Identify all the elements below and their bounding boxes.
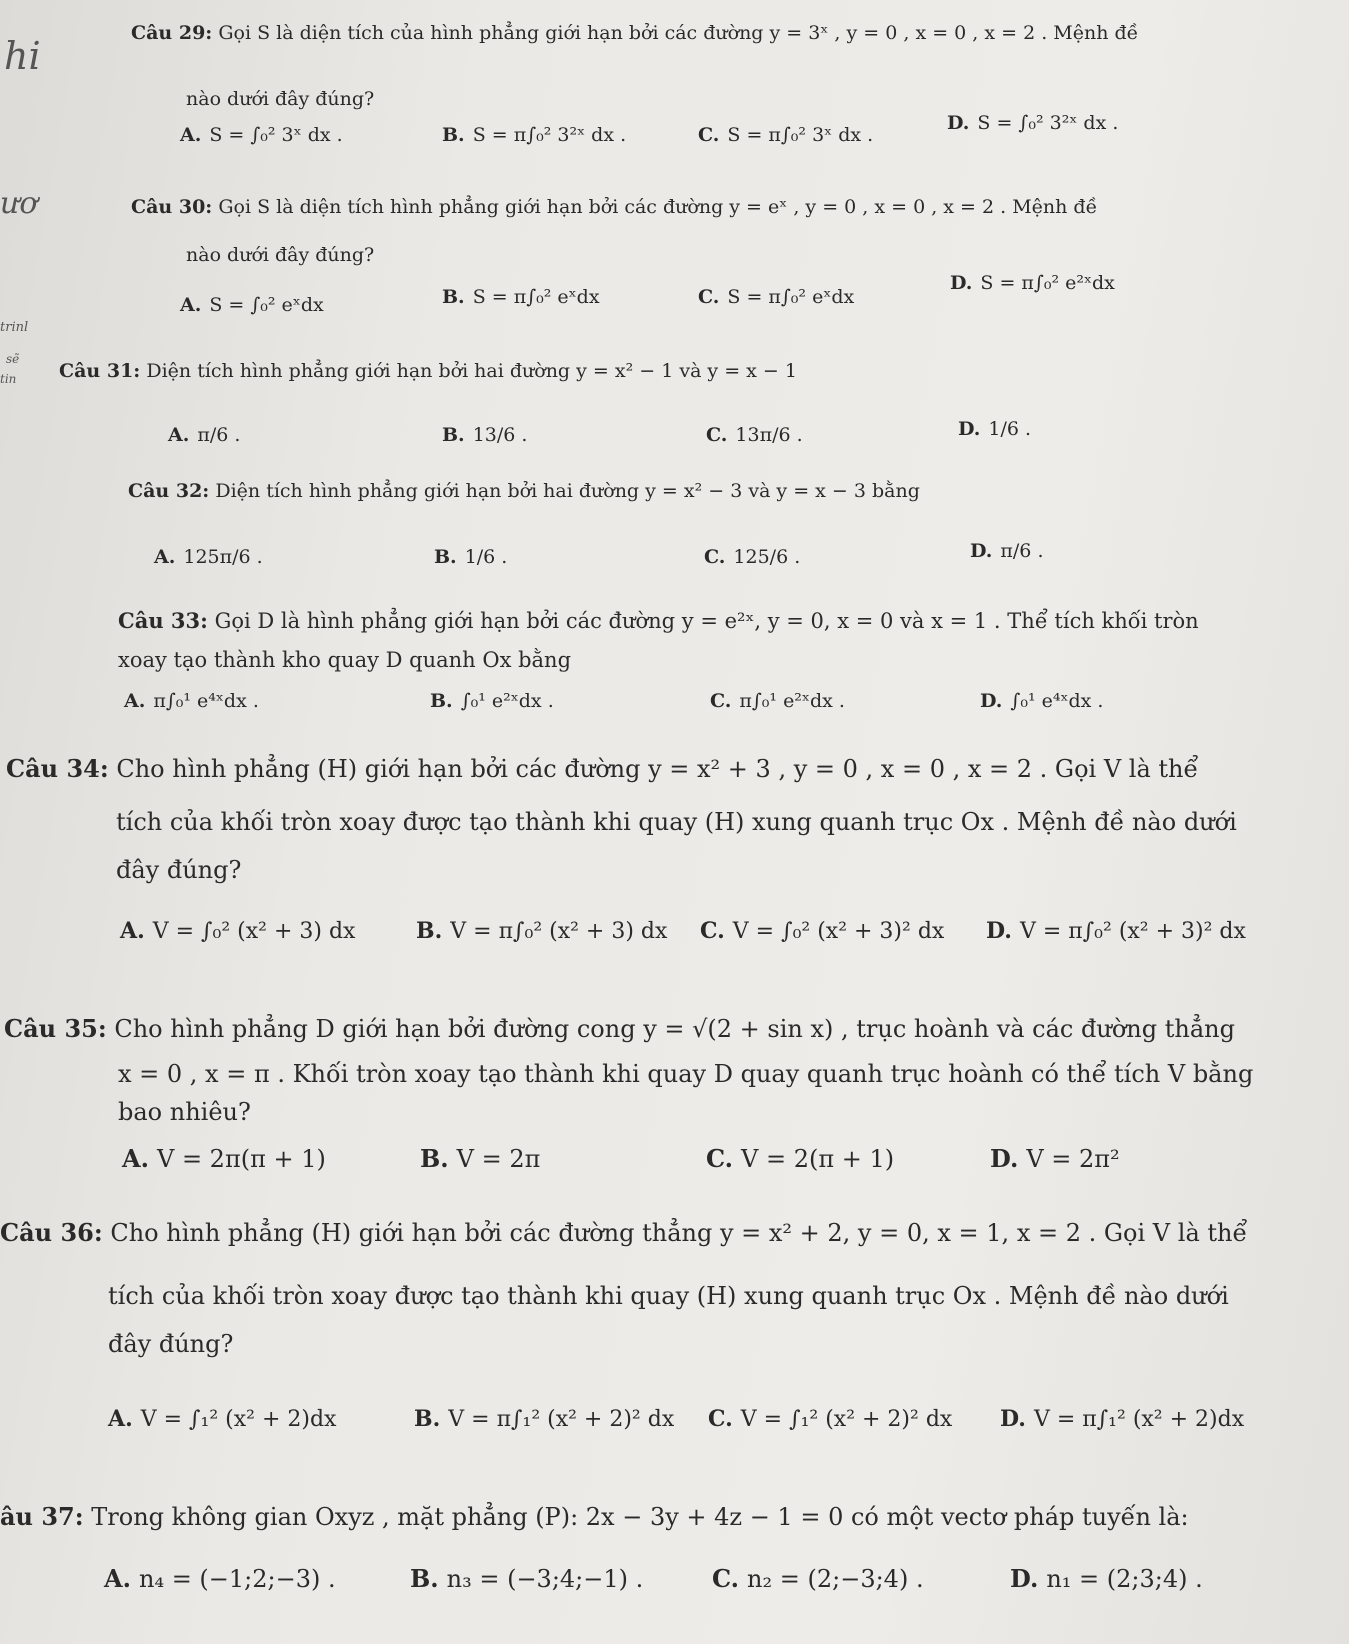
question-stem-continued: nào dưới đây đúng? xyxy=(186,88,375,110)
question-number: Câu 29: xyxy=(131,22,213,44)
option-c[interactable]: C. S = π∫₀² 3ˣ dx . xyxy=(698,124,874,146)
question-stem: Diện tích hình phẳng giới hạn bởi hai đường y = x² − 3 và y = x − 3 bằng xyxy=(215,480,920,502)
option-c[interactable]: C. V = ∫₀² (x² + 3)² dx xyxy=(700,918,945,944)
question-stem-continued: tích của khối tròn xoay được tạo thành khi quay (H) xung quanh trục Ox . Mệnh đề nào dưới xyxy=(108,1282,1229,1310)
question-stem-continued: đây đúng? xyxy=(108,1330,234,1358)
question-stem-continued: tích của khối tròn xoay được tạo thành khi quay (H) xung quanh trục Ox . Mệnh đề nào dưới xyxy=(116,808,1237,836)
option-b[interactable]: B. V = 2π xyxy=(420,1144,541,1173)
option-d[interactable]: D. S = ∫₀² 3²ˣ dx . xyxy=(947,112,1119,134)
option-a[interactable]: A. V = 2π(π + 1) xyxy=(122,1144,326,1173)
option-b[interactable]: B. ∫₀¹ e²ˣdx . xyxy=(430,690,554,712)
option-a[interactable]: A. V = ∫₀² (x² + 3) dx xyxy=(120,918,356,944)
question-number: Câu 33: xyxy=(118,608,208,633)
option-c[interactable]: C. V = 2(π + 1) xyxy=(706,1144,895,1173)
option-d[interactable]: D. S = π∫₀² e²ˣdx xyxy=(950,272,1115,294)
option-a[interactable]: A. S = ∫₀² eˣdx xyxy=(180,294,324,316)
option-c[interactable]: C. π∫₀¹ e²ˣdx . xyxy=(710,690,845,712)
option-d[interactable]: D. V = π∫₀² (x² + 3)² dx xyxy=(986,918,1246,944)
option-b[interactable]: B. 13/6 . xyxy=(442,424,528,446)
question-stem-continued: bao nhiêu? xyxy=(118,1098,251,1126)
option-b[interactable]: B. n₃ = (−3;4;−1) . xyxy=(410,1564,644,1593)
option-a[interactable]: A. S = ∫₀² 3ˣ dx . xyxy=(180,124,343,146)
question-stem-continued: nào dưới đây đúng? xyxy=(186,244,375,266)
question-number: Câu 35: xyxy=(4,1014,107,1043)
option-d[interactable]: D. 1/6 . xyxy=(958,418,1032,440)
question-stem: Gọi D là hình phẳng giới hạn bởi các đường y = e²ˣ, y = 0, x = 0 và x = 1 . Thể tích khối tròn xyxy=(214,609,1199,633)
question-number: Câu 36: xyxy=(0,1218,103,1247)
option-a[interactable]: A. π∫₀¹ e⁴ˣdx . xyxy=(124,690,259,712)
margin-fragment: hi xyxy=(4,34,41,78)
option-d[interactable]: D. V = π∫₁² (x² + 2)dx xyxy=(1000,1406,1245,1432)
option-c[interactable]: C. 13π/6 . xyxy=(706,424,803,446)
option-a[interactable]: A. n₄ = (−1;2;−3) . xyxy=(104,1564,336,1593)
option-b[interactable]: B. S = π∫₀² eˣdx xyxy=(442,286,600,308)
option-b[interactable]: B. V = π∫₁² (x² + 2)² dx xyxy=(414,1406,675,1432)
margin-fragment: tin xyxy=(0,372,17,386)
question-number: Câu 34: xyxy=(6,754,109,783)
question-stem-continued: đây đúng? xyxy=(116,856,242,884)
margin-fragment: sẽ xyxy=(6,352,20,366)
option-c[interactable]: C. S = π∫₀² eˣdx xyxy=(698,286,855,308)
option-c[interactable]: C. 125/6 . xyxy=(704,546,801,568)
question-stem: Trong không gian Oxyz , mặt phẳng (P): 2x − 3y + 4z − 1 = 0 có một vectơ pháp tuyến là: xyxy=(91,1503,1189,1531)
option-a[interactable]: A. π/6 . xyxy=(168,424,241,446)
question-stem: Cho hình phẳng D giới hạn bởi đường cong y = √(2 + sin x) , trục hoành và các đường thẳng xyxy=(114,1015,1235,1043)
option-c[interactable]: C. V = ∫₁² (x² + 2)² dx xyxy=(708,1406,953,1432)
question-stem: Diện tích hình phẳng giới hạn bởi hai đường y = x² − 1 và y = x − 1 xyxy=(146,360,797,382)
option-d[interactable]: D. ∫₀¹ e⁴ˣdx . xyxy=(980,690,1104,712)
question-number: Câu 31: xyxy=(59,360,141,382)
margin-fragment: ươ xyxy=(0,186,38,221)
option-c[interactable]: C. n₂ = (2;−3;4) . xyxy=(712,1564,924,1593)
question-number: Câu 30: xyxy=(131,196,213,218)
question-stem-continued: xoay tạo thành kho quay D quanh Ox bằng xyxy=(118,648,572,672)
question-stem: Cho hình phẳng (H) giới hạn bởi các đường y = x² + 3 , y = 0 , x = 0 , x = 2 . Gọi V là thể xyxy=(116,755,1199,783)
option-d[interactable]: D. n₁ = (2;3;4) . xyxy=(1010,1564,1203,1593)
option-a[interactable]: A. 125π/6 . xyxy=(154,546,263,568)
option-b[interactable]: B. S = π∫₀² 3²ˣ dx . xyxy=(442,124,627,146)
option-b[interactable]: B. V = π∫₀² (x² + 3) dx xyxy=(416,918,668,944)
option-b[interactable]: B. 1/6 . xyxy=(434,546,508,568)
question-stem-continued: x = 0 , x = π . Khối tròn xoay tạo thành khi quay D quay quanh trục hoành có thể tích V bằng xyxy=(118,1060,1254,1088)
question-number: Câu 32: xyxy=(128,480,210,502)
question-stem: Gọi S là diện tích của hình phẳng giới hạn bởi các đường y = 3ˣ , y = 0 , x = 0 , x = 2 . Mệnh đề xyxy=(218,22,1139,44)
margin-fragment: trinl xyxy=(0,320,29,335)
question-stem: Cho hình phẳng (H) giới hạn bởi các đường thẳng y = x² + 2, y = 0, x = 1, x = 2 . Gọi V là thể xyxy=(110,1219,1248,1247)
option-d[interactable]: D. V = 2π² xyxy=(990,1144,1120,1173)
option-d[interactable]: D. π/6 . xyxy=(970,540,1044,562)
question-stem: Gọi S là diện tích hình phẳng giới hạn bởi các đường y = eˣ , y = 0 , x = 0 , x = 2 . Mệnh đề xyxy=(218,196,1098,218)
question-number: âu 37: xyxy=(0,1502,84,1531)
option-a[interactable]: A. V = ∫₁² (x² + 2)dx xyxy=(108,1406,337,1432)
